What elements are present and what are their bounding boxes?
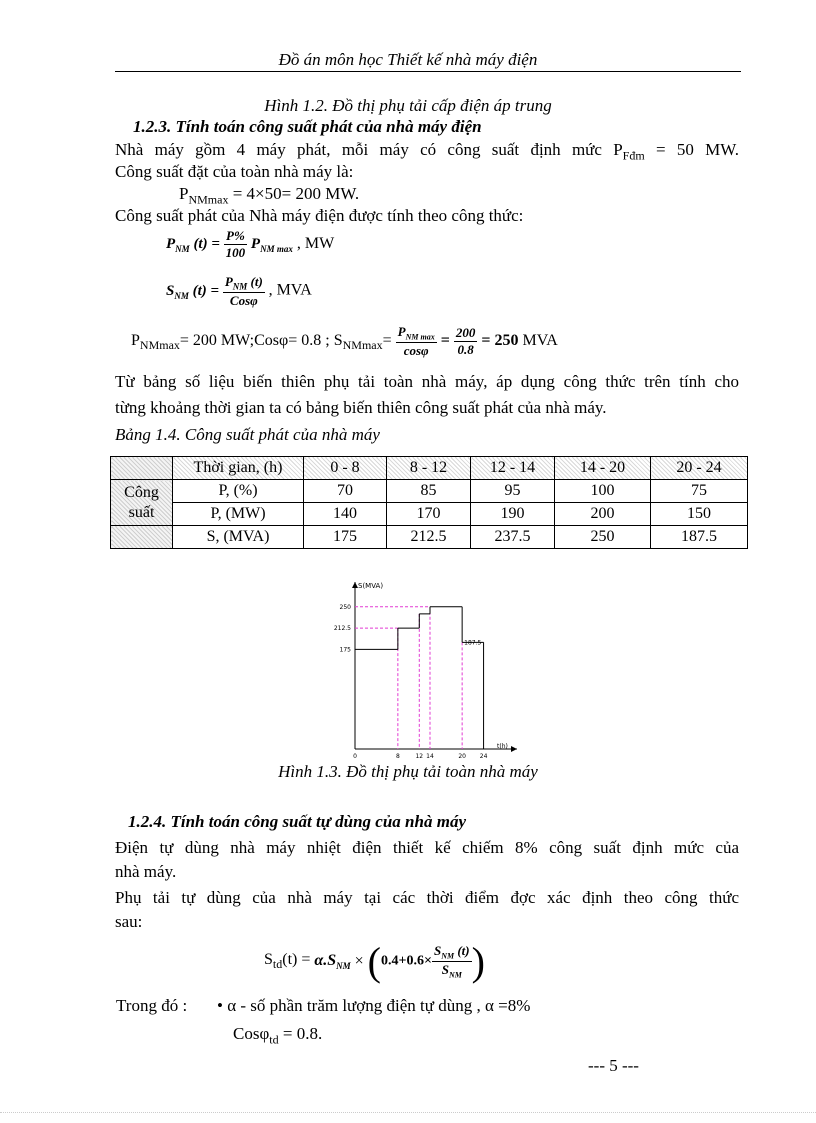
- table-row-label: S, (MVA): [173, 526, 304, 549]
- table-header-label: Thời gian, (h): [173, 457, 304, 480]
- table-cell: 170: [387, 503, 471, 526]
- table-header-row: [111, 457, 748, 480]
- table-group-spacer: [111, 526, 173, 549]
- x-tick-label: 0: [353, 753, 357, 760]
- section-1-2-3-title: 1.2.3. Tính toán công suất phát của nhà máy điện: [133, 117, 482, 136]
- table-cell: 85: [387, 480, 471, 503]
- x-tick-label: 24: [479, 753, 488, 760]
- table-period-cell: 20 - 24: [651, 457, 748, 480]
- figure-1-2-caption: Hình 1.2. Đồ thị phụ tải cấp điện áp trung: [264, 96, 552, 115]
- figure-1-3-caption: Hình 1.3. Đồ thị phụ tải toàn nhà máy: [278, 762, 538, 781]
- paragraph-self-use-4: sau:: [115, 912, 143, 931]
- paragraph-self-use-2: nhà máy.: [115, 862, 177, 881]
- table-cell: 150: [651, 503, 748, 526]
- x-tick-label: 20: [458, 753, 466, 760]
- page-number: --- 5 ---: [588, 1056, 639, 1075]
- table-period-cell: 12 - 14: [471, 457, 555, 480]
- table-group-label: Công suất: [111, 480, 173, 526]
- table-period-cell: 8 - 12: [387, 457, 471, 480]
- table-cell: 190: [471, 503, 555, 526]
- x-tick-label: 12: [415, 753, 424, 760]
- table-row: [111, 480, 748, 503]
- y-tick-label: 175: [339, 646, 351, 654]
- formula-pnm-t: $P_{NM}$ (t) = $\frac{P\%}{100}$ $P_{NM max}$ , MW: [166, 228, 335, 260]
- table-cell: 237.5: [471, 526, 555, 549]
- table-row: [111, 526, 748, 549]
- table-cell: 70: [304, 480, 387, 503]
- paragraph-table-intro-2: từng khoảng thời gian ta có bảng biến thiên công suất phát của nhà máy.: [115, 398, 607, 417]
- x-axis-arrow: [511, 746, 517, 752]
- x-tick-label: 8: [395, 753, 400, 760]
- table-cell: 187.5: [651, 526, 748, 549]
- paragraph-installed-capacity: Công suất đặt của toàn nhà máy là:: [115, 162, 354, 181]
- table-period-cell: 0 - 8: [304, 457, 387, 480]
- table-row-label: P, (MW): [173, 503, 304, 526]
- value-label: 187.5: [464, 639, 482, 647]
- x-tick-label: 14: [426, 753, 434, 760]
- paragraph-table-intro-1: Từ bảng số liệu biến thiên phụ tải toàn nhà máy, áp dụng công thức trên tính cho: [115, 372, 739, 391]
- where-label: Trong đó :: [116, 996, 188, 1015]
- table-cell: 75: [651, 480, 748, 503]
- table-cell: 95: [471, 480, 555, 503]
- power-output-table: [110, 456, 748, 549]
- table-cell: 250: [555, 526, 651, 549]
- table-corner-cell: [111, 457, 173, 480]
- table-row-label: P, (%): [173, 480, 304, 503]
- formula-std-t: $S_{td}(t) = \alpha.S_{NM} \times (0.4+0.6\times$ $\frac{S_{NM} (t)}{S_{NM}}$ ): [264, 939, 485, 984]
- paragraph-formula-intro: Công suất phát của Nhà máy điện được tính theo công thức:: [115, 206, 524, 225]
- where-item-cos: Cosφ$_{td}$ = 0.8.: [233, 1024, 323, 1047]
- y-tick-label: 212.5: [333, 625, 351, 633]
- formula-snm-max: $P_{NMmax}= 200$ MW;Cosφ= 0.8 ; $S_{NMmax}=$ $\frac{P_{NM max}}{\cos\varphi}$ = $\frac{200}{0.8}$ = 250 MVA: [131, 324, 558, 358]
- x-axis-label: t(h): [497, 743, 508, 750]
- y-axis-label: S(MVA): [358, 582, 384, 590]
- y-tick-label: 250: [339, 603, 351, 611]
- paragraph-generators: Nhà máy gồm 4 máy phát, mỗi máy có công suất định mức $P_{Fđm} = 50$ MW.: [115, 140, 739, 163]
- table-cell: 212.5: [387, 526, 471, 549]
- header-rule: [115, 71, 741, 72]
- formula-snm-t: $S_{NM}$ (t) = $\frac{P_{NM} (t)}{\text{Cosφ}}$ , MVA: [166, 274, 312, 308]
- section-1-2-4-title: 1.2.4. Tính toán công suất tự dùng của nhà máy: [128, 812, 466, 831]
- table-row: [111, 503, 748, 526]
- formula-pnm-max: $P_{NMmax} = 4\times 50= 200$ MW.: [179, 184, 360, 207]
- table-cell: 140: [304, 503, 387, 526]
- table-cell: 200: [555, 503, 651, 526]
- table-cell: 175: [304, 526, 387, 549]
- table-period-cell: 14 - 20: [555, 457, 651, 480]
- footer-rule: [0, 1112, 816, 1113]
- paragraph-self-use-3: Phụ tải tự dùng của nhà máy tại các thời điểm đợc xác định theo công thức: [115, 888, 739, 907]
- page-header: Đồ án môn học Thiết kế nhà máy điện: [278, 50, 538, 69]
- table-cell: 100: [555, 480, 651, 503]
- table-1-4-caption: Bảng 1.4. Công suất phát của nhà máy: [115, 425, 380, 444]
- where-item-alpha: • α - số phần trăm lượng điện tự dùng , α =8%: [217, 996, 531, 1015]
- paragraph-self-use-1: Điện tự dùng nhà máy nhiệt điện thiết kế chiếm 8% công suất định mức của: [115, 838, 739, 857]
- load-chart: [320, 574, 530, 764]
